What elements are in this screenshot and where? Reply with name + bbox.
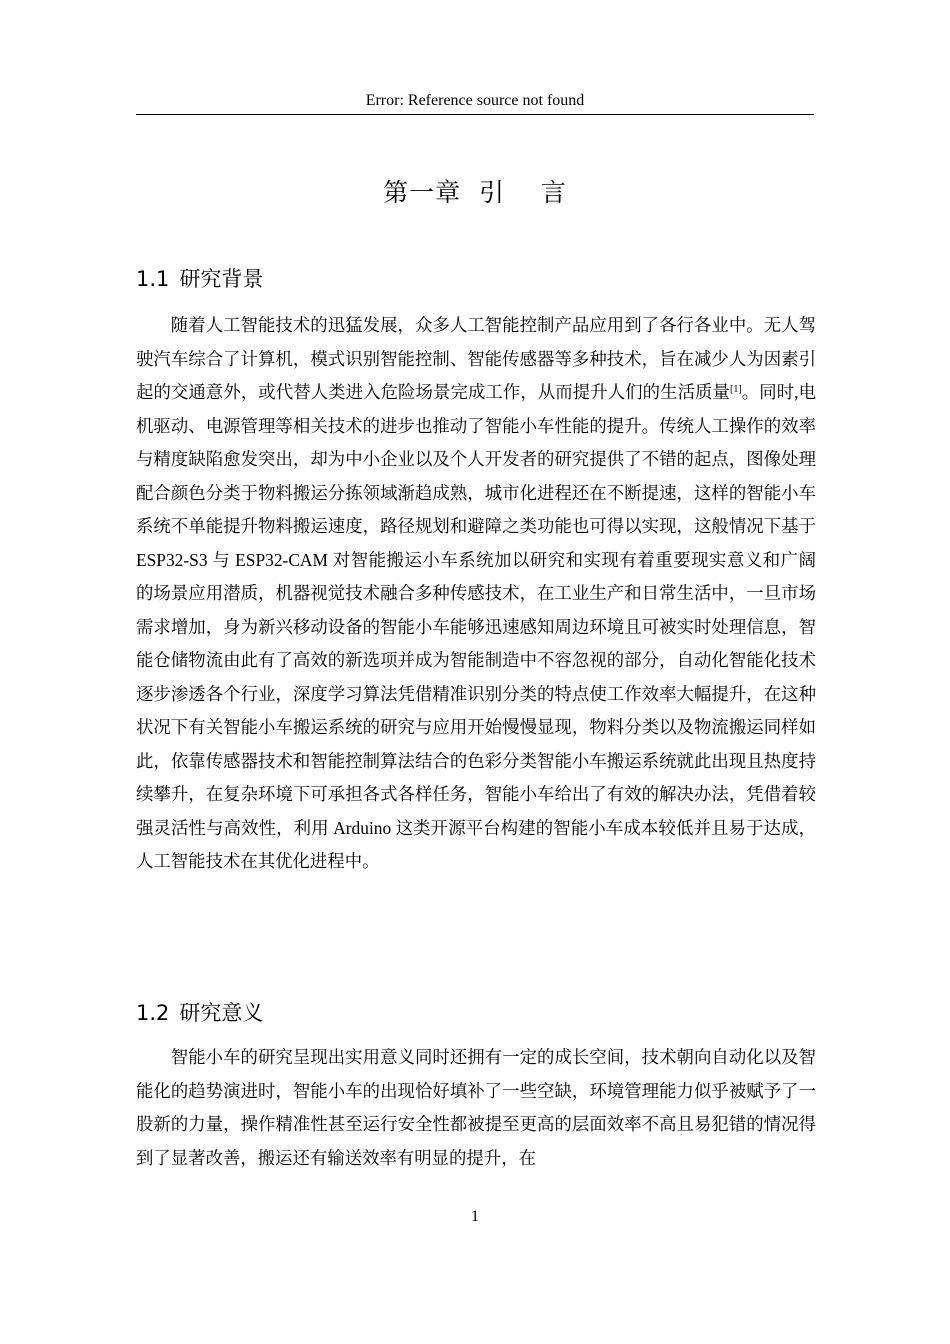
paragraph-text-part2: 。同时,电机驱动、电源管理等相关技术的进步也推动了智能小车性能的提升。传统人工操作的效率与精度缺陷愈发突出，却为中小企业以及个人开发者的研究提供了不错的起点，图像处理配合颜色分类于物料搬运分拣领域渐趋成熟，城市化进程还在不断提速，这样的智能小车系统不单能提升物料搬运速度，路径规划和避障之类功能也可得以实现，这般情况下基于 ESP32-S3 与 ESP32-CAM 对智能搬运小车系统加以研究和实现有着重要现实意义和广阔的场景应用潜质，机器视觉技术融合多种传感技术，在工业生产和日常生活中，一旦市场需求增加，身为新兴移动设备的智能小车能够迅速感知周边环境且可被实时处理信息，智能仓储物流由此有了高效的新选项并成为智能制造中不容忽视的部分，自动化智能化技术逐步渗透各个行业，深度学习算法凭借精准识别分类的特点使工作效率大幅提升，在这种状况下有关智能小车搬运系统的研究与应用开始慢慢显现，物料分类以及物流搬运同样如此，依靠传感器技术和智能控制算法结合的色彩分类智能小车搬运系统就此出现且热度持续攀升，在复杂环境下可承担各式各样任务，智能小车给出了有效的解决办法，凭借着较强灵活性与高效性，利用 Arduino 这类开源平台构建的智能小车成本较低并且易于达成，人工智能技术在其优化进程中。 [136,382,816,871]
paragraph-research-background [136,309,816,879]
running-header: Error: Reference source not found [365,92,585,109]
page-number: 1 [471,1208,479,1225]
paragraph-research-significance [136,1041,816,1175]
section-heading-1-2 [136,998,263,1028]
section-heading-1-1 [136,264,263,294]
paragraph-text-part1: 随着人工智能技术的迅猛发展，众多人工智能控制产品应用到了各行各业中。无人驾驶汽车综合了计算机，模式识别智能控制、智能传感器等多种技术，旨在减少人为因素引起的交通意外，或代替人类进入危险场景完成工作，从而提升人们的生活质量 [136,315,816,402]
section-number: 1.2 [136,1001,170,1025]
section-title: 研究意义 [179,1001,264,1025]
citation-marker: [1] [730,384,742,395]
chapter-title-text: 第一章 引 言 [383,178,567,207]
paragraph-text: 智能小车的研究呈现出实用意义同时还拥有一定的成长空间，技术朝向自动化以及智能化的趋势演进时，智能小车的出现恰好填补了一些空缺，环境管理能力似乎被赋予了一股新的力量，操作精准性甚至运行安全性都被提至更高的层面效率不高且易犯错的情况得到了显著改善，搬运还有输送效率有明显的提升，在 [136,1047,816,1168]
header-rule [136,114,814,115]
chapter-title [0,176,950,210]
section-title: 研究背景 [179,267,264,291]
section-number: 1.1 [136,267,170,291]
